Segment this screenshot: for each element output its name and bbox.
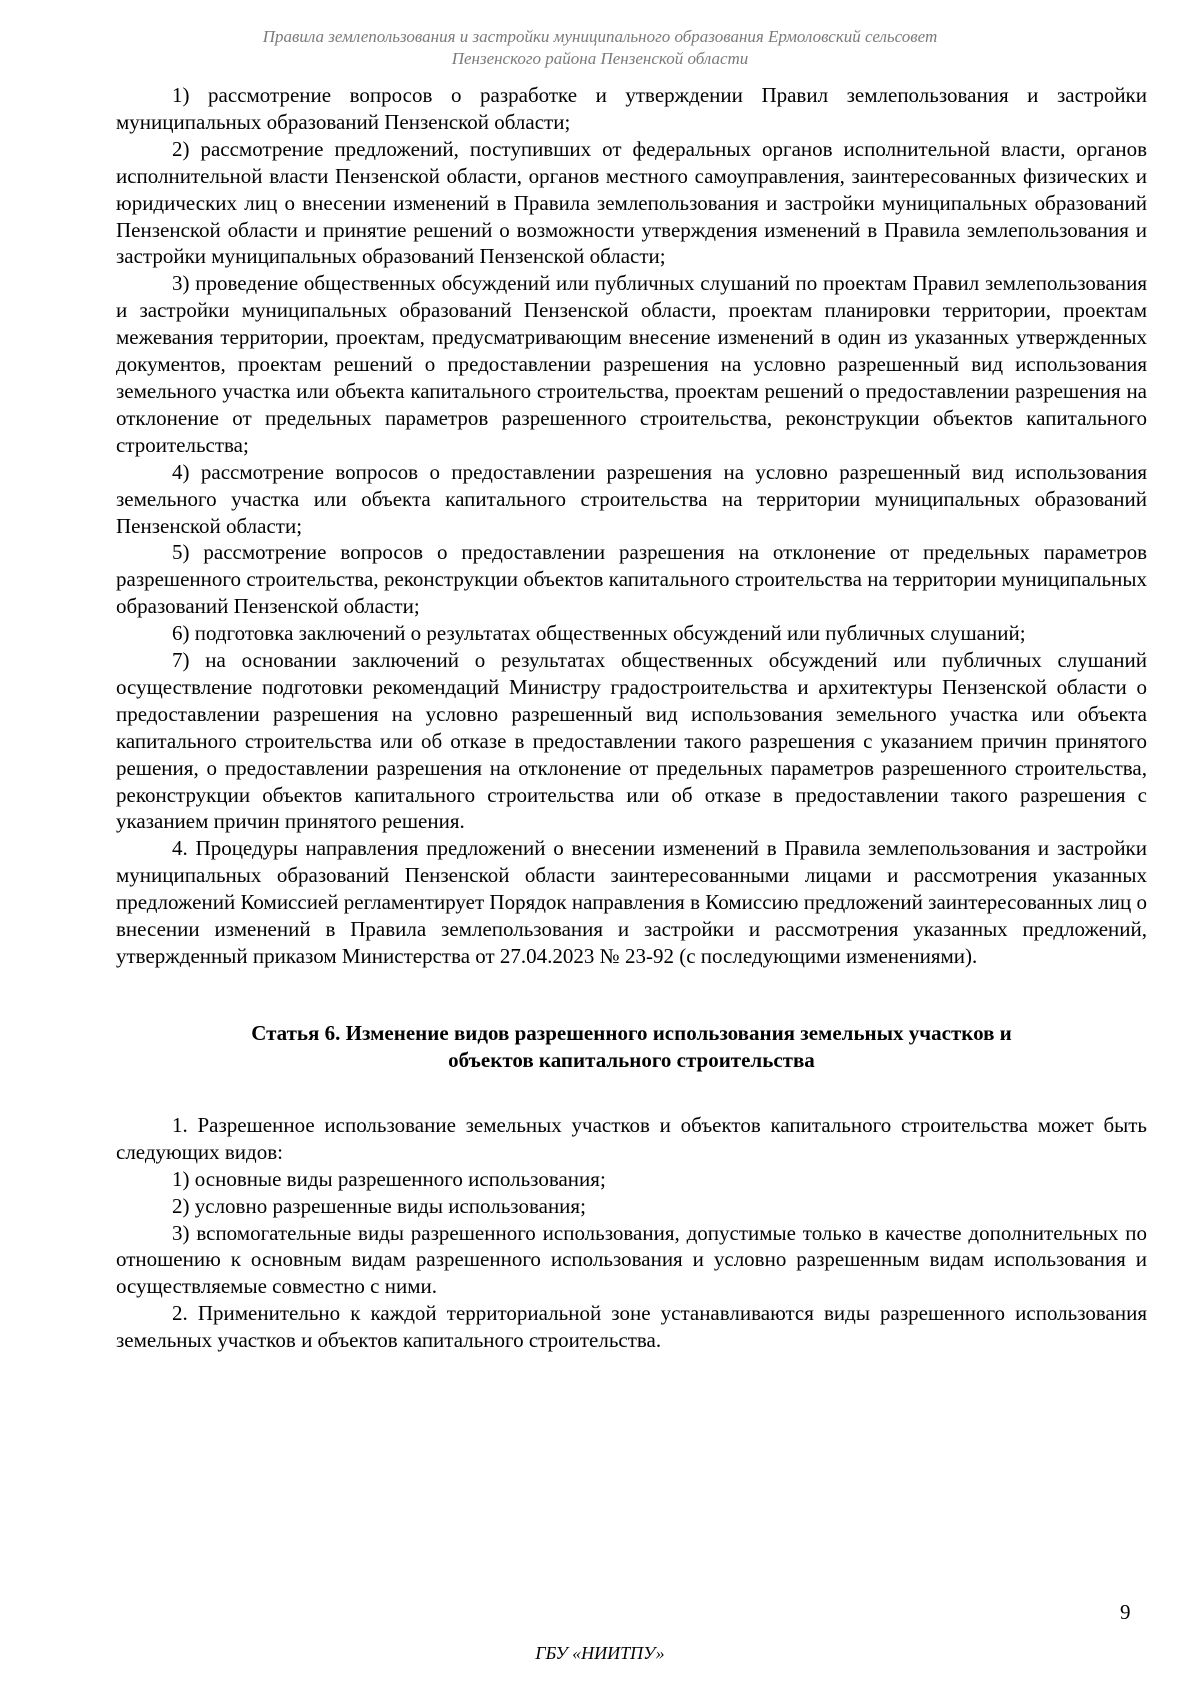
article-paragraph-1: 1. Разрешенное использование земельных участков и объектов капитального строительства может быть следующих видов: — [116, 1112, 1147, 1164]
article-heading-line-2: объектов капитального строительства — [448, 1047, 815, 1072]
paragraph-item-3: 3) проведение общественных обсуждений или публичных слушаний по проектам Правил землепользования и застройки муниципальных образований Пензенской области, проектам планировки территории, проектам межевания территории, проектам, предусматривающим внесение изменений в один из указанных утвержденных документов, проектам решений о предоставлении разрешения на условно разрешенный вид использования земельного участка или объекта капитального строительства, проектам решений о предоставлении разрешения на отклонение от предельных параметров разрешенного строительства, реконструкции объектов капитального строительства; — [116, 271, 1147, 457]
paragraph-item-2: 2) рассмотрение предложений, поступивших от федеральных органов исполнительной власти, органов исполнительной власти Пензенской области, органов местного самоуправления, заинтересованных физических и юридических лиц о внесении изменений в Правила землепользования и застройки муниципальных образований Пензенской области и принятие решений о возможности утверждения изменений в Правила землепользования и застройки муниципальных образований Пензенской области; — [116, 136, 1147, 269]
running-footer: ГБУ «НИИТПУ» — [535, 1643, 665, 1663]
article-paragraph-2: 2. Применительно к каждой территориальной зоне устанавливаются виды разрешенного использования земельных участков и объектов капитального строительства. — [116, 1301, 1147, 1353]
paragraph-item-7: 7) на основании заключений о результатах общественных обсуждений или публичных слушаний осуществление подготовки рекомендаций Министру градостроительства и архитектуры Пензенской области о предоставлении разрешения на условно разрешенный вид использования земельного участка или объекта капитального строительства или об отказе в предоставлении такого разрешения с указанием причин принятого решения, о предоставлении разрешения на отклонение от предельных параметров разрешенного строительства, реконструкции объектов капитального строительства или об отказе в предоставлении такого разрешения с указанием причин принятого решения. — [116, 648, 1147, 834]
running-header-line-2: Пензенского района Пензенской области — [451, 49, 749, 68]
running-header-line-1: Правила землепользования и застройки муниципального образования Ермоловский сельсовет — [262, 27, 938, 46]
paragraph-section-4: 4. Процедуры направления предложений о внесении изменений в Правила землепользования и застройки муниципальных образований Пензенской области заинтересованными лицами и рассмотрения указанных предложений Комиссией регламентирует Порядок направления в Комиссию предложений заинтересованных лиц о внесении изменений в Правила землепользования и застройки и рассмотрения указанных предложений, утвержденный приказом Министерства от 27.04.2023 № 23-92 (с последующими изменениями). — [116, 836, 1147, 968]
article-list-item-2: 2) условно разрешенные виды использования; — [172, 1193, 586, 1218]
body-text — [116, 82, 1147, 1354]
article-list-item-1: 1) основные виды разрешенного использования; — [172, 1166, 606, 1191]
article-list-item-3: 3) вспомогательные виды разрешенного использования, допустимые только в качестве дополнительных по отношению к основным видам разрешенного использования и условно разрешенным видам использования и осуществляемые совместно с ними. — [116, 1220, 1147, 1299]
page-number: 9 — [1120, 1600, 1131, 1624]
article-heading-line-1: Статья 6. Изменение видов разрешенного использования земельных участков и — [251, 1020, 1012, 1045]
paragraph-item-1: 1) рассмотрение вопросов о разработке и утверждении Правил землепользования и застройки муниципальных образований Пензенской области; — [116, 83, 1147, 134]
running-header — [150, 26, 1050, 70]
paragraph-item-5: 5) рассмотрение вопросов о предоставлении разрешения на отклонение от предельных параметров разрешенного строительства, реконструкции объектов капитального строительства на территории муниципальных образований Пензенской области; — [116, 540, 1147, 619]
paragraph-item-6: 6) подготовка заключений о результатах общественных обсуждений или публичных слушаний; — [172, 621, 1026, 646]
article-heading — [186, 1020, 1077, 1074]
paragraph-item-4: 4) рассмотрение вопросов о предоставлении разрешения на условно разрешенный вид использования земельного участка или объекта капитального строительства на территории муниципальных образований Пензенской области; — [116, 459, 1147, 538]
